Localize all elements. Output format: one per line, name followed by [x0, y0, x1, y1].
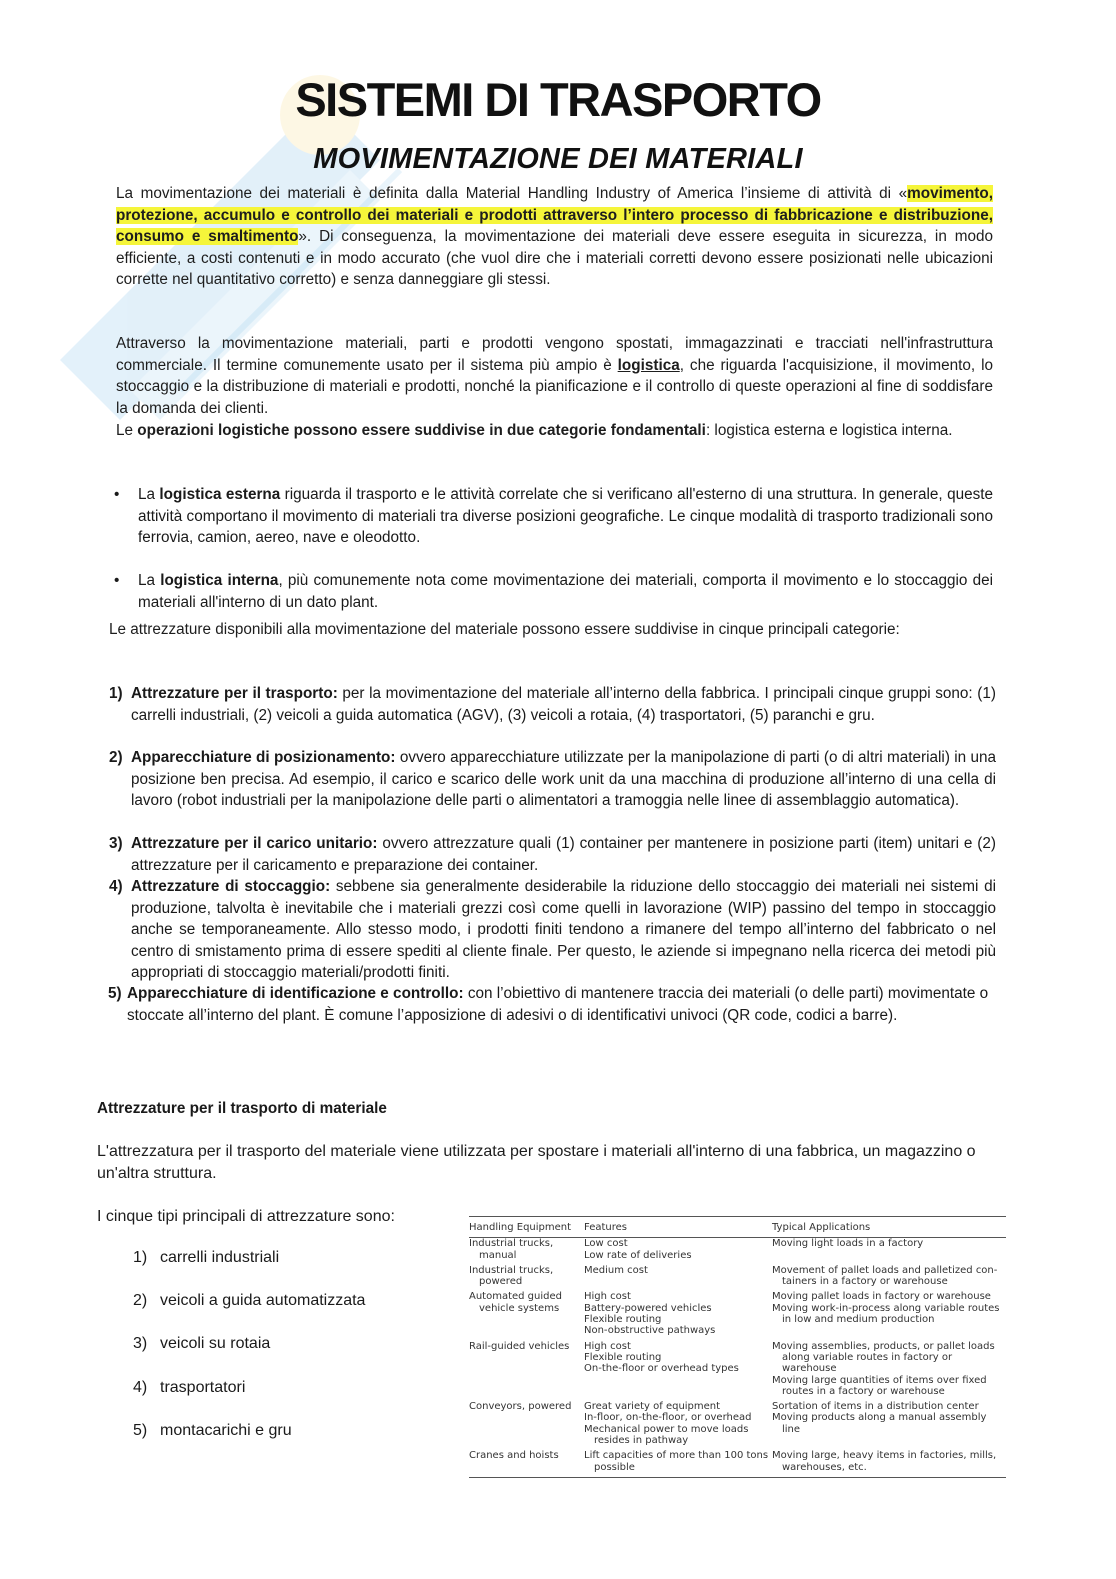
table-row: [469, 1263, 1006, 1290]
table-row: [469, 1289, 1006, 1338]
applications-cell: Moving assemblies, products, or pallet loads along variable routes in factory or warehouse Moving large quantities of items over fixed routes in a factory or warehouse: [772, 1340, 995, 1397]
features-cell: High cost Flexible routing On-the-floor or overhead types: [584, 1340, 739, 1375]
equipment-cell: Conveyors, powered: [469, 1401, 572, 1413]
category-item: 3) Attrezzature per il carico unitario: ovvero attrezzature quali (1) container per mantenere in posizione parti (item) unitari e (2) attrezzature per il caricamento e preparazione dei container.: [109, 835, 996, 874]
categories-paragraph: Le operazioni logistiche possono essere suddivise in due categorie fondamentali: logistica esterna e logistica interna.: [116, 422, 953, 439]
category-item: 5) Apparecchiature di identificazione e controllo: con l’obiettivo di mantenere traccia dei materiali (o delle parti) movimentate o stoccate all’interno del plant. È comune l’apposizione di adesivi o di identificativi univoci (QR code, codici a barre).: [108, 985, 989, 1024]
intro-paragraph: La movimentazione dei materiali è definita dalla Material Handling Industry of America l’insieme di attività di «movimento, protezione, accumulo e controllo dei materiali e prodotti attraverso l’intero processo di fabbricazione e distribuzione, consumo e smaltimento». Di conseguenza, la movimentazione dei materiali deve essere eseguita in sicurezza, in modo efficiente, a costi contenuti e in modo accurato (che vuol dire che i materiali corretti devono essere posizionati nelle ubicazioni corrette nel quantitativo corretto) e senza danneggiare gli stessi.: [116, 185, 993, 289]
table-header: Handling Equipment: [469, 1217, 584, 1238]
applications-cell: Movement of pallet loads and palletized con- tainers in a factory or warehouse: [772, 1264, 998, 1288]
transport-paragraph: L'attrezzatura per il trasporto del materiale viene utilizzata per spostare i materiali all'interno di una fabbrica, un magazzino o un'altra struttura.: [97, 1143, 976, 1182]
equipment-table: [469, 1216, 1006, 1478]
features-cell: Low cost Low rate of deliveries: [584, 1238, 692, 1261]
equipment-cell: Rail-guided vehicles: [469, 1340, 570, 1352]
equipment-cell: Cranes and hoists: [469, 1448, 584, 1477]
type-item: 2) veicoli a guida automatizzata: [133, 1292, 366, 1309]
equipment-cell: Industrial trucks, manual: [469, 1238, 554, 1261]
category-item: 1) Attrezzature per il trasporto: per la movimentazione del materiale all’interno della fabbrica. I principali cinque gruppi sono: (1) carrelli industriali, (2) veicoli a guida automatica (AGV), (3) veicoli a rotaia, (4) trasportatori, (5) paranchi e gru.: [109, 685, 996, 724]
definition-highlight: movimento, protezione, accumulo e controllo dei materiali e prodotti attraverso l’intero processo di fabbricazione e distribuzione, consumo e smaltimento: [116, 185, 993, 246]
applications-cell: Moving light loads in a factory: [772, 1238, 924, 1250]
types-intro: I cinque tipi principali di attrezzature sono:: [97, 1208, 395, 1225]
logistica-term: logistica: [617, 356, 680, 374]
applications-cell: Moving pallet loads in factory or warehouse Moving work-in-process along variable routes in low and medium production: [772, 1291, 1000, 1326]
table-row: [469, 1339, 1006, 1399]
type-item: 1) carrelli industriali: [133, 1249, 280, 1266]
table-header: Features: [584, 1217, 772, 1238]
type-item: 4) trasportatori: [133, 1379, 246, 1396]
bullet-internal-logistics: • La logistica interna, più comunemente nota come movimentazione dei materiali, comporta il movimento e lo stoccaggio dei materiali all'interno di un dato plant.: [114, 572, 993, 611]
type-item: 5) montacarichi e gru: [133, 1422, 292, 1439]
table-row: [469, 1238, 1006, 1263]
features-cell: Great variety of equipment In-floor, on-the-floor, or overhead Mechanical power to move loads resides in pathway: [584, 1401, 752, 1447]
section-heading: Attrezzature per il trasporto di materiale: [97, 1100, 387, 1117]
page-title: SISTEMI DI TRASPORTO: [295, 73, 821, 126]
bullet-external-logistics: • La logistica esterna riguarda il trasporto e le attività correlate che si verificano all'esterno di una struttura. In generale, queste attività comportano il movimento di materiali tra diverse posizioni geografiche. Le cinque modalità di trasporto tradizionali sono ferrovia, camion, aereo, nave e oleodotto.: [114, 486, 994, 547]
table-row: [469, 1448, 1006, 1477]
features-cell: High cost Battery-powered vehicles Flexible routing Non-obstructive pathways: [584, 1291, 716, 1337]
category-item: 2) Apparecchiature di posizionamento: ovvero apparecchiature utilizzate per la manipolazione di parti (o di altri materiali) in una posizione ben precisa. Ad esempio, il carico e scarico delle work unit da una macchina di produzione all’interno di una cella di lavoro (robot industriali per la manipolazione delle parti o alimentatori a tramoggia nelle linee di assemblaggio automatica).: [109, 749, 996, 810]
logistics-paragraph: Attraverso la movimentazione materiali, parti e prodotti vengono spostati, immagazzinati e tracciati nell'infrastruttura commerciale. Il termine comunemente usato per il sistema più ampio è logistica, che riguarda l'acquisizione, il movimento, lo stoccaggio e la distribuzione di materiali e prodotti, nonché la pianificazione e il controllo di queste operazioni al fine di soddisfare la domanda dei clienti.: [116, 335, 993, 417]
applications-cell: Moving large, heavy items in factories, mills, warehouses, etc.: [772, 1448, 1006, 1477]
features-cell: Lift capacities of more than 100 tons possible: [584, 1448, 772, 1477]
applications-cell: Sortation of items in a distribution center Moving products along a manual assembly line: [772, 1401, 987, 1435]
table-header: Typical Applications: [772, 1217, 1006, 1238]
equipment-intro: Le attrezzature disponibili alla movimentazione del materiale possono essere suddivise in cinque principali categorie:: [109, 621, 900, 638]
equipment-cell: Automated guided vehicle systems: [469, 1291, 562, 1314]
features-cell: Medium cost: [584, 1264, 648, 1276]
type-item: 3) veicoli su rotaia: [133, 1335, 271, 1352]
equipment-cell: Industrial trucks, powered: [469, 1264, 554, 1288]
category-item: 4) Attrezzature di stoccaggio: sebbene sia generalmente desiderabile la riduzione dello stoccaggio dei materiali nei sistemi di produzione, talvolta è inevitabile che i materiali grezzi così come quelli in lavorazione (WIP) passino del tempo in stoccaggio anche se temporaneamente. Allo stesso modo, i prodotti finiti tendono a rimanere del tempo all’interno del fabbricato o nel centro di smistamento prima di essere spediti al cliente finale. Per questo, le aziende si impegnano nella ricerca dei metodi più appropriati di stoccaggio materiali/prodotti finiti.: [109, 878, 996, 982]
page-subtitle: MOVIMENTAZIONE DEI MATERIALI: [313, 143, 803, 175]
table-row: [469, 1399, 1006, 1448]
